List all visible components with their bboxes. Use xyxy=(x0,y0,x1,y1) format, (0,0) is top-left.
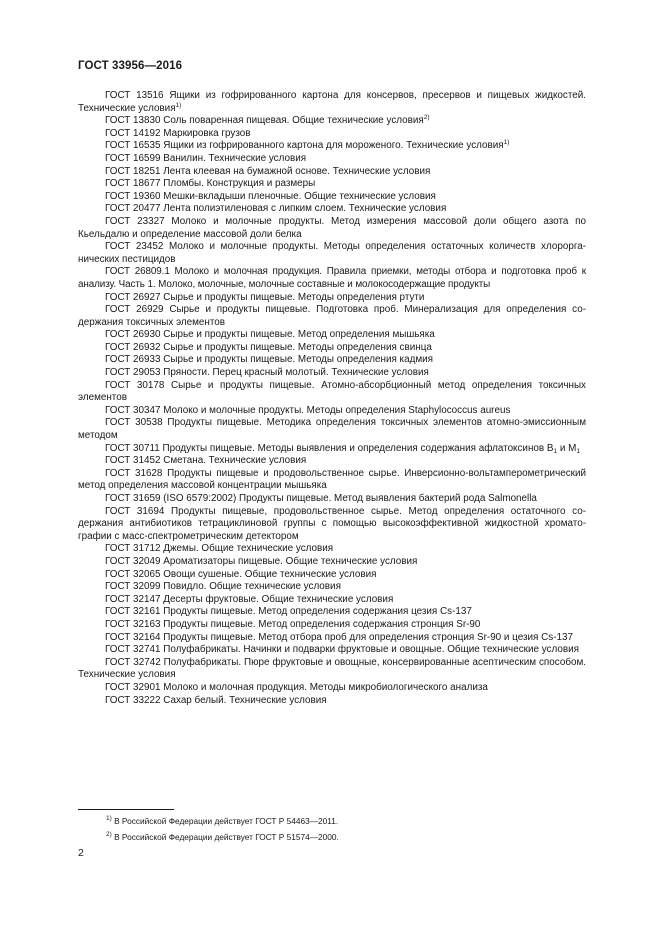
normative-references-list xyxy=(78,90,586,707)
footnote-marker: 2) xyxy=(106,831,112,838)
reference-item: ГОСТ 18677 Пломбы. Конструкция и размеры xyxy=(105,178,316,190)
reference-item: ГОСТ 26809.1 Молоко и молочная продукция. Правила приемки, методы отбора и подготовка проб к анализу. Часть 1. Молоко, молочные, молочные составные и молокосодержащие продукты xyxy=(78,266,586,290)
footnote-marker: 2) xyxy=(423,114,430,122)
reference-item: ГОСТ 32163 Продукты пищевые. Метод определения содержания стронция Sr-90 xyxy=(105,618,481,630)
reference-item: ГОСТ 32164 Продукты пищевые. Метод отбора проб для определения стронция Sr-90 и цезия Cs-137 xyxy=(105,631,573,643)
reference-item: ГОСТ 26933 Сырье и продукты пищевые. Методы определения кадмия xyxy=(105,354,433,366)
reference-item: ГОСТ 23327 Молоко и молочные продукты. Метод измерения массовой доли общего азота по Кьельдалю и определение массовой доли белка xyxy=(78,215,586,240)
reference-item: ГОСТ 31452 Сметана. Технические условия xyxy=(105,455,307,467)
reference-item: ГОСТ 13516 Ящики из гофрированного картона для консервов, пресервов и пищевых жидкостей. Технические условия$^{1)}$ xyxy=(78,90,586,114)
reference-item: ГОСТ 31712 Джемы. Общие технические условия xyxy=(105,543,334,555)
reference-item: ГОСТ 16535 Ящики из гофрированного картона для мороженого. Технические условия$^{1)}$ xyxy=(105,139,510,152)
reference-item: ГОСТ 32147 Десерты фруктовые. Общие технические условия xyxy=(105,593,394,605)
footnote-separator xyxy=(78,809,174,810)
reference-item: ГОСТ 32741 Полуфабрикаты. Начинки и подварки фруктовые и овощные. Общие технические условия xyxy=(105,644,579,656)
aflatoxin-b1: $B_1$ xyxy=(546,442,558,455)
footnote-marker: 1) xyxy=(106,815,112,822)
footnote-item: $^{2)}$ В Российской Федерации действует ГОСТ Р 51574—2000. xyxy=(106,831,339,842)
footnote-marker: 1) xyxy=(503,139,510,147)
reference-item: ГОСТ 31694 Продукты пищевые, продовольственное сырье. Метод определения остаточного содержания антибиотиков тетрациклиновой группы с помощью высокоэффективной жидкостной хроматографии с масс-спектрометрическим детектором xyxy=(78,505,586,542)
reference-item: ГОСТ 14192 Маркировка грузов xyxy=(105,127,251,139)
reference-item: ГОСТ 33222 Сахар белый. Технические условия xyxy=(105,694,327,706)
reference-item: ГОСТ 23452 Молоко и молочные продукты. Методы определения остаточных количеств хлорорганических пестицидов xyxy=(78,241,586,265)
reference-item: ГОСТ 13830 Соль поваренная пищевая. Общие технические условия$^{2)}$ xyxy=(105,114,430,127)
aflatoxin-m1: $M_1$ xyxy=(568,442,580,455)
document-header: ГОСТ 33956—2016 xyxy=(78,60,183,72)
reference-item: ГОСТ 32065 Овощи сушеные. Общие технические условия xyxy=(105,568,377,580)
reference-item: ГОСТ 31628 Продукты пищевые и продовольственное сырье. Инверсионно-вольтамперометрический метод определения массовой концентрации мышьяка xyxy=(78,467,586,492)
reference-item: ГОСТ 18251 Лента клеевая на бумажной основе. Технические условия xyxy=(105,165,431,177)
reference-item: ГОСТ 26929 Сырье и продукты пищевые. Подготовка проб. Минерализация для определения содержания токсичных элементов xyxy=(78,304,586,328)
reference-item: ГОСТ 20477 Лента полиэтиленовая с липким слоем. Технические условия xyxy=(105,203,447,215)
reference-item: ГОСТ 30711 Продукты пищевые. Методы выявления и определения содержания афлатоксинов $B_1$ и $M_1$ xyxy=(105,442,580,455)
reference-item: ГОСТ 30178 Сырье и продукты пищевые. Атомно-абсорбционный метод определения токсичных элементов xyxy=(78,379,586,404)
reference-item: ГОСТ 30538 Продукты пищевые. Методика определения токсичных элементов атомно-эмиссионным методом xyxy=(78,417,586,442)
reference-item: ГОСТ 29053 Пряности. Перец красный молотый. Технические условия xyxy=(105,367,429,379)
reference-item: ГОСТ 16599 Ванилин. Технические условия xyxy=(105,152,307,164)
reference-item: ГОСТ 19360 Мешки-вкладыши пленочные. Общие технические условия xyxy=(105,190,436,202)
reference-item: ГОСТ 26927 Сырье и продукты пищевые. Методы определения ртути xyxy=(105,291,425,303)
reference-item: ГОСТ 32901 Молоко и молочная продукция. Методы микробиологического анализа xyxy=(105,681,488,693)
reference-item: ГОСТ 26932 Сырье и продукты пищевые. Методы определения свинца xyxy=(105,341,432,353)
footnotes xyxy=(78,813,586,845)
reference-item: ГОСТ 32049 Ароматизаторы пищевые. Общие технические условия xyxy=(105,555,418,567)
footnote-item: $^{1)}$ В Российской Федерации действует ГОСТ Р 54463—2011. xyxy=(106,815,339,826)
reference-item: ГОСТ 32099 Повидло. Общие технические условия xyxy=(105,581,341,593)
reference-item: ГОСТ 32742 Полуфабрикаты. Пюре фруктовые и овощные, консервированные асептическим способом. Технические условия xyxy=(78,656,586,681)
footnote-marker: 1) xyxy=(175,101,182,109)
reference-item: ГОСТ 30347 Молоко и молочные продукты. Методы определения Staphylococcus aureus xyxy=(105,404,511,416)
page-number: 2 xyxy=(78,847,84,859)
reference-item: ГОСТ 26930 Сырье и продукты пищевые. Метод определения мышьяка xyxy=(105,329,435,341)
reference-item: ГОСТ 32161 Продукты пищевые. Метод определения содержания цезия Cs-137 xyxy=(105,606,472,618)
reference-item: ГОСТ 31659 (ISO 6579:2002) Продукты пищевые. Метод выявления бактерий рода Salmonella xyxy=(105,493,537,504)
